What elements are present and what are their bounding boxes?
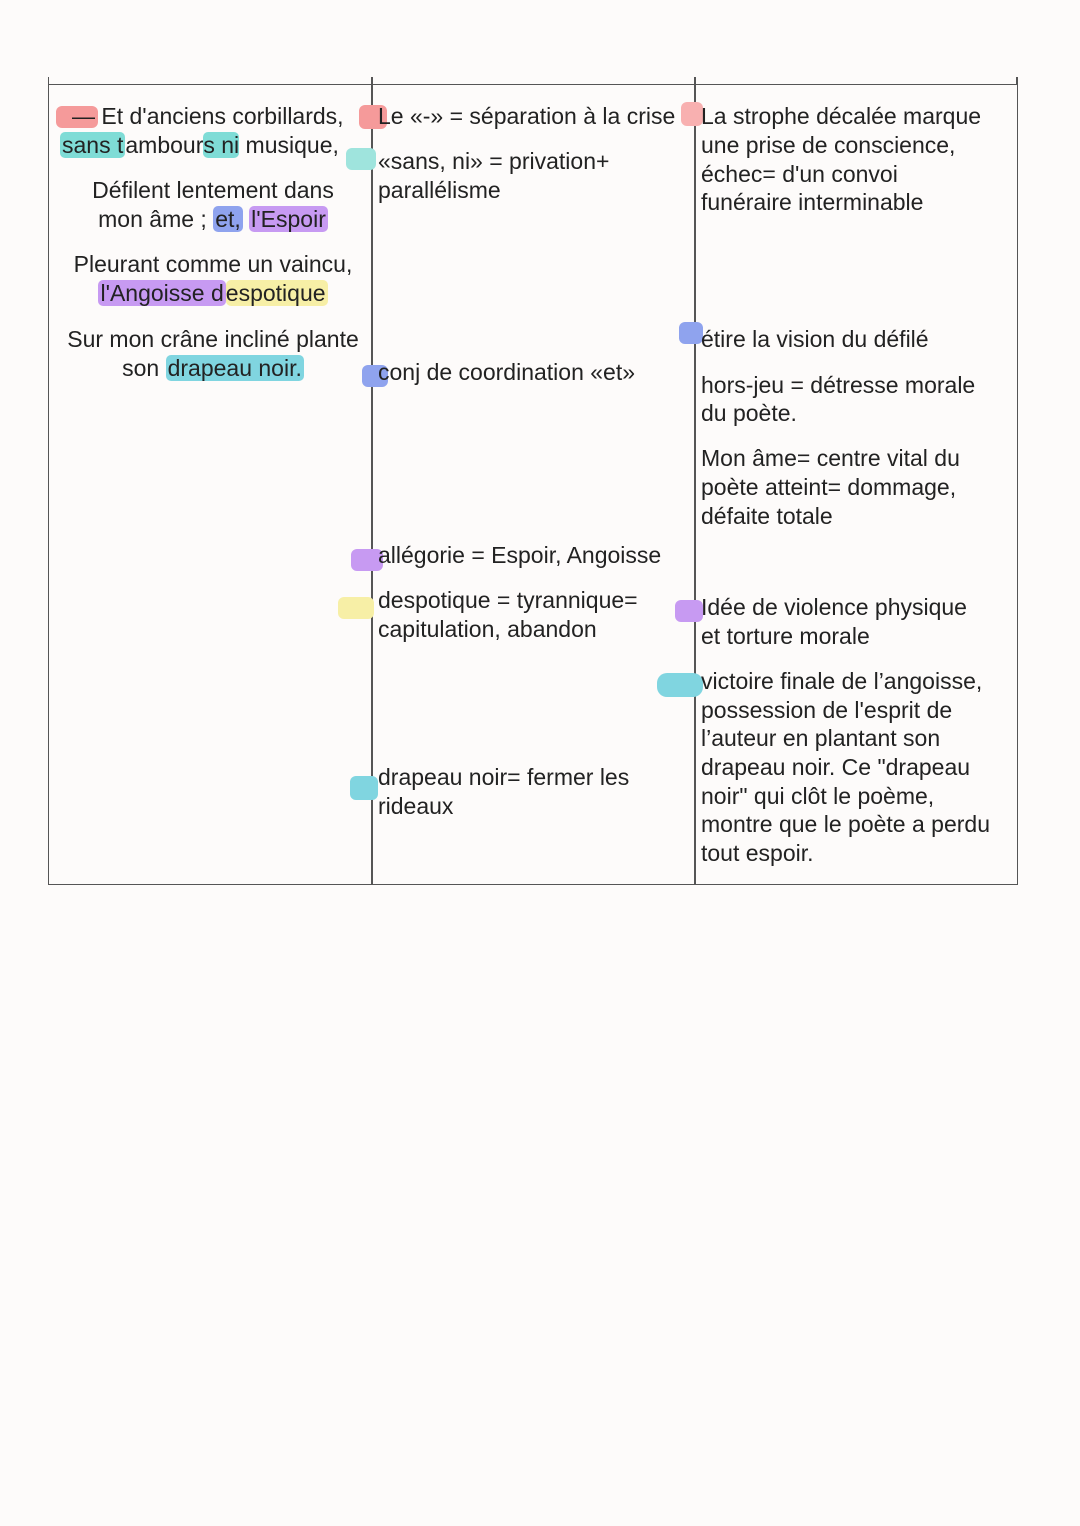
column-divider — [694, 85, 696, 884]
dash: — — [72, 103, 95, 129]
interp-line: funéraire interminable — [701, 189, 924, 215]
interp-line: possession de l'esprit de — [701, 697, 953, 723]
analysis-item: «sans, ni» = privation+ — [378, 148, 610, 174]
interp-line: La strophe décalée marque — [701, 103, 982, 129]
poem-line-3: Défilent lentement dans — [92, 177, 334, 203]
poem-line-7: Sur mon crâne incliné plante — [67, 326, 359, 352]
interp-line: défaite totale — [701, 503, 833, 529]
interp-line: hors-jeu = détresse morale — [701, 372, 976, 398]
interp-line: l’auteur en plantant son — [701, 725, 941, 751]
interp-line: noir" qui clôt le poème, — [701, 783, 935, 809]
yellow-marker — [338, 597, 374, 619]
interp-line: échec= d'un convoi — [701, 161, 898, 187]
blue-marker — [679, 322, 703, 344]
table-tick — [694, 77, 696, 85]
table-tick — [371, 77, 373, 85]
table-tick — [48, 77, 50, 85]
interp-line: Mon âme= centre vital du — [701, 445, 960, 471]
interp-line: Idée de violence physique — [701, 594, 967, 620]
cyan-marker — [350, 776, 378, 800]
analysis-item: allégorie = Espoir, Angoisse — [378, 542, 662, 568]
poem-line-4: mon âme ; et, l'Espoir — [98, 206, 326, 232]
interp-line: victoire finale de l’angoisse, — [701, 668, 983, 694]
interp-line: du poète. — [701, 400, 797, 426]
analysis-item: rideaux — [378, 793, 454, 819]
interp-line: montre que le poète a perdu — [701, 811, 990, 837]
table-tick — [1016, 77, 1018, 85]
analysis-item: despotique = tyrannique= — [378, 587, 638, 613]
analysis-item: conj de coordination «et» — [378, 359, 636, 385]
interp-line: une prise de conscience, — [701, 132, 956, 158]
poem-line-8: son drapeau noir. — [122, 355, 302, 381]
interp-line: et torture morale — [701, 623, 870, 649]
purple-marker — [675, 600, 703, 622]
poem-line-2: sans tambours ni musique, — [62, 132, 339, 158]
poem-line-1: — Et d'anciens corbillards, — [72, 103, 344, 129]
interp-line: drapeau noir. Ce "drapeau — [701, 754, 971, 780]
interp-line: étire la vision du défilé — [701, 326, 929, 352]
analysis-item: parallélisme — [378, 177, 501, 203]
red-marker — [681, 102, 703, 126]
analysis-item: drapeau noir= fermer les — [378, 764, 630, 790]
interp-line: poète atteint= dommage, — [701, 474, 957, 500]
analysis-item: Le «-» = séparation à la crise — [378, 103, 676, 129]
poem-line-5: Pleurant comme un vaincu, — [73, 251, 353, 277]
analysis-item: capitulation, abandon — [378, 616, 597, 642]
cyan-marker — [657, 673, 703, 697]
poem-line-6: l'Angoisse despotique — [100, 280, 326, 306]
teal-marker — [346, 148, 376, 170]
interp-line: tout espoir. — [701, 840, 814, 866]
